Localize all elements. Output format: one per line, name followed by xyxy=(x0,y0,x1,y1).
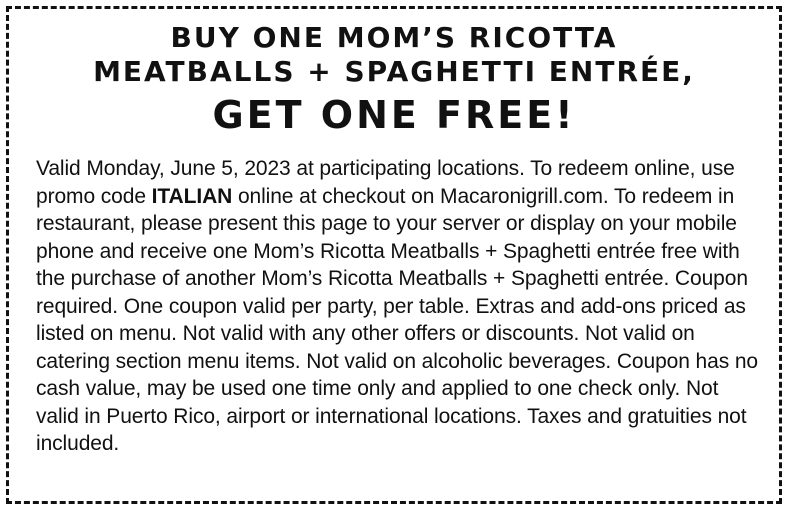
terms-text-body: online at checkout on Macaronigrill.com. To redeem in restaurant, please present this page to your server or display on your mobile phone and receive one Mom’s Ricotta Meatballs + Spaghetti entrée free with the purchase of another Mom’s Ricotta Meatballs + Spaghetti entrée. Coupon required. One coupon valid per party, per table. Extras and add-ons priced as listed on menu. Not valid with any other offers or discounts. Not valid on catering section menu items. Not valid on alcoholic beverages. Coupon has no cash value, may be used one time only and applied to one check only. Not valid in Puerto Rico, airport or international locations. Taxes and gratuities not included. xyxy=(36,184,758,455)
terms-and-conditions xyxy=(36,155,765,458)
coupon-headline xyxy=(9,21,779,139)
headline-line-3: GET ONE FREE! xyxy=(212,93,576,137)
terms-text-intro: Valid Monday, June 5, 2023 at participating locations. To redeem online, use promo code xyxy=(36,157,735,208)
headline-line-1: BUY ONE MOM’S RICOTTA xyxy=(170,21,618,54)
promo-code: ITALIAN xyxy=(151,184,233,208)
coupon-border xyxy=(6,6,782,504)
headline-line-2: MEATBALLS + SPAGHETTI ENTRÉE, xyxy=(93,55,695,88)
